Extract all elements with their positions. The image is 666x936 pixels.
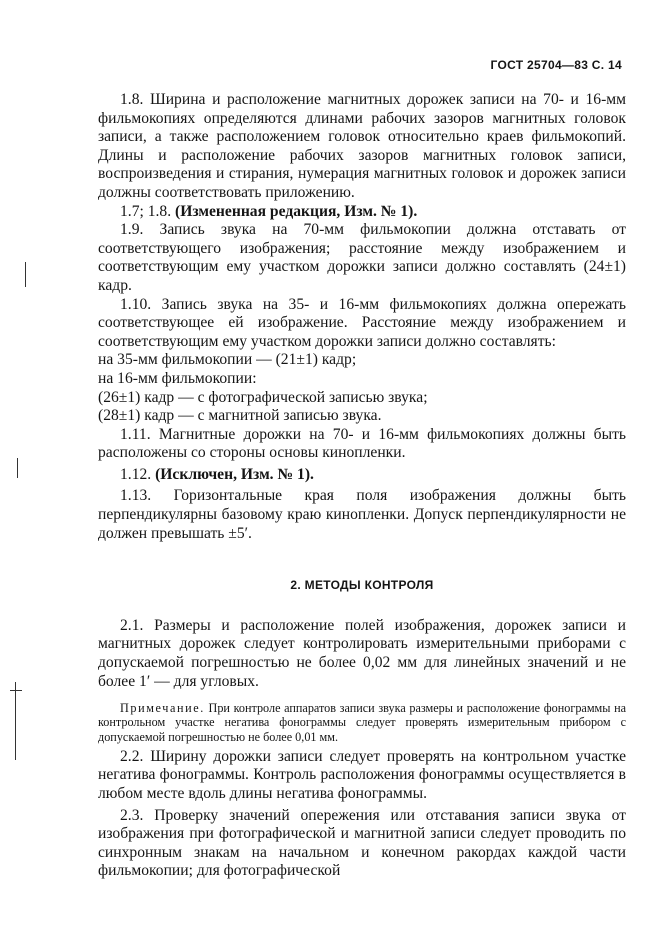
amendment-note-2 (98, 466, 626, 485)
note-text: При контроле аппаратов записи звука размеры и расположение фонограммы на контрольном участке негатива фонограммы следует проверять измерительным прибором с допускаемой погрешностью не более 0,01 мм. (98, 701, 626, 744)
document-body (98, 91, 626, 881)
paragraph-1-13: 1.13. Горизонтальные края поля изображения должны быть перпендикулярны базовому краю кинопленки. Допуск перпендикулярности не должен превышать ±5′. (98, 487, 626, 542)
amendment-text: (Исключен, Изм. № 1). (155, 465, 314, 483)
amendment-prefix: 1.12. (120, 465, 156, 483)
paragraph-2-1: 2.1. Размеры и расположение полей изображения, дорожек записи и магнитных дорожек следует контролировать измерительными приборами с допускаемой погрешностью не более 0,02 мм для линейных значений и не более 1′ — для угловых. (98, 616, 626, 690)
paragraph-2-3: 2.3. Проверку значений опережения или отставания записи звука от изображения при фотографической и магнитной записи следует проводить по синхронным знакам на начальном и конечном ракордах каждой части фильмокопии; для фотографической (98, 806, 626, 880)
margin-mark (25, 262, 26, 287)
section-title: 2. МЕТОДЫ КОНТРОЛЯ (290, 578, 434, 593)
list-item: (28±1) кадр — с магнитной записью звука. (98, 407, 382, 425)
margin-mark (15, 682, 16, 760)
paragraph-1-11: 1.11. Магнитные дорожки на 70- и 16-мм фильмокопиях должны быть расположены со стороны основы кинопленки. (98, 425, 626, 462)
page-header: ГОСТ 25704—83 С. 14 (490, 58, 622, 72)
paragraph-1-10: 1.10. Запись звука на 35- и 16-мм фильмокопиях должна опережать соответствующее ей изображение. Расстояние между изображением и соответствующим ему участком дорожки записи должно составлять: (98, 295, 626, 350)
amendment-note-1 (98, 203, 626, 222)
amendment-prefix: 1.7; 1.8. (120, 202, 176, 220)
paragraph-1-8: 1.8. Ширина и расположение магнитных дорожек записи на 70- и 16-мм фильмокопиях определяются длинами рабочих зазоров магнитных головок записи, а также расположением головок относительно краев фильмокопий. Длины и расположение рабочих зазоров магнитных головок записи, воспроизведения и стирания, нумерация магнитных головок и дорожек записи должны соответствовать приложению. (98, 91, 626, 201)
paragraph-2-2: 2.2. Ширину дорожки записи следует проверять на контрольном участке негатива фонограммы. Контроль расположения фонограммы осуществляется в любом месте вдоль длины негатива фонограммы. (98, 747, 626, 803)
list-item: на 16-мм фильмокопии: (98, 369, 257, 387)
margin-mark (17, 458, 18, 478)
list-item: (26±1) кадр — с фотографической записью звука; (98, 388, 428, 406)
paragraph-1-9: 1.9. Запись звука на 70-мм фильмокопии должна отставать от соответствующего изображения; расстояние между изображением и соответствующим ему участком дорожки записи должно составлять (24±1) кадр. (98, 221, 626, 294)
note-label: Примечание. (120, 701, 205, 716)
list-item: на 35-мм фильмокопии — (21±1) кадр; (98, 351, 357, 369)
amendment-text: (Измененная редакция, Изм. № 1). (175, 202, 418, 220)
note (98, 701, 626, 744)
margin-mark (10, 690, 22, 691)
